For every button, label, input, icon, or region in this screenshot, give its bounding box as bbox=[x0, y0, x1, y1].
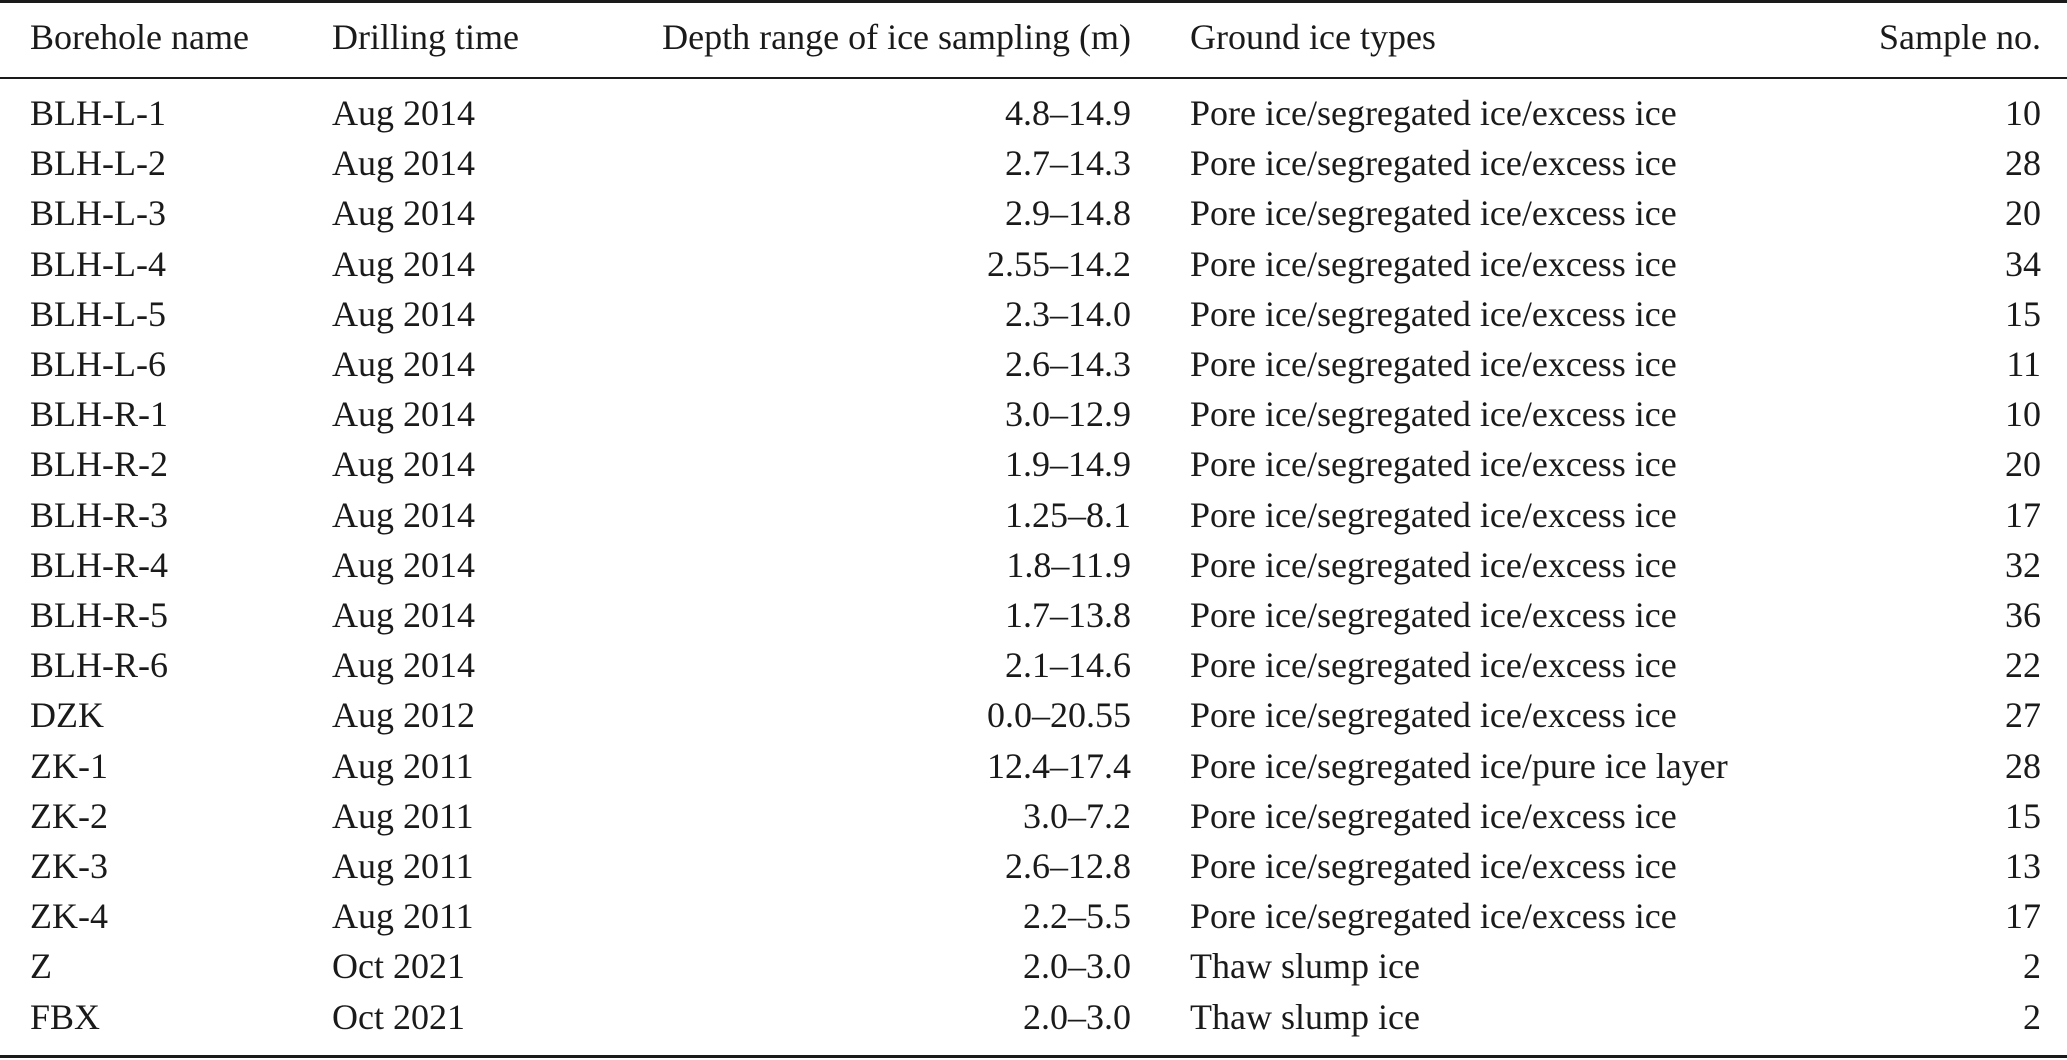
table-row bbox=[0, 690, 2067, 740]
table-row bbox=[0, 490, 2067, 540]
cell-depth-range: 2.55–14.2 bbox=[987, 243, 1131, 284]
cell-ground-ice-type: Pore ice/segregated ice/excess ice bbox=[1190, 695, 1677, 736]
cell-drilling-time: Aug 2014 bbox=[332, 293, 475, 334]
cell-ground-ice-type: Pore ice/segregated ice/excess ice bbox=[1190, 193, 1677, 234]
cell-borehole-name: BLH-L-5 bbox=[30, 293, 166, 334]
cell-sample-no: 27 bbox=[2005, 695, 2041, 736]
cell-borehole-name: BLH-R-4 bbox=[30, 544, 168, 585]
cell-borehole-name: Z bbox=[30, 946, 52, 987]
cell-depth-range: 2.0–3.0 bbox=[1023, 996, 1131, 1037]
table-row bbox=[0, 590, 2067, 640]
cell-drilling-time: Aug 2014 bbox=[332, 344, 475, 384]
header-ground-ice-types: Ground ice types bbox=[1190, 17, 1436, 57]
table-row bbox=[0, 188, 2067, 238]
cell-drilling-time: Aug 2014 bbox=[332, 243, 475, 284]
table-row bbox=[0, 741, 2067, 791]
cell-borehole-name: ZK-1 bbox=[30, 745, 108, 786]
cell-drilling-time: Aug 2014 bbox=[332, 444, 475, 485]
cell-drilling-time: Aug 2012 bbox=[332, 695, 475, 736]
cell-depth-range: 1.8–11.9 bbox=[1006, 544, 1131, 585]
cell-ground-ice-type: Pore ice/segregated ice/pure ice layer bbox=[1190, 745, 1728, 786]
table-row bbox=[0, 791, 2067, 841]
cell-borehole-name: DZK bbox=[30, 695, 104, 736]
cell-drilling-time: Aug 2014 bbox=[332, 494, 475, 535]
cell-depth-range: 0.0–20.55 bbox=[987, 695, 1131, 736]
table-row bbox=[0, 992, 2067, 1042]
cell-ground-ice-type: Pore ice/segregated ice/excess ice bbox=[1190, 143, 1677, 184]
cell-ground-ice-type: Thaw slump ice bbox=[1190, 996, 1420, 1037]
cell-sample-no: 13 bbox=[2005, 846, 2041, 886]
cell-borehole-name: ZK-3 bbox=[30, 846, 108, 886]
table-row bbox=[0, 88, 2067, 138]
table-header-rule bbox=[0, 77, 2067, 79]
cell-depth-range: 2.6–14.3 bbox=[1005, 344, 1131, 384]
cell-sample-no: 2 bbox=[2023, 996, 2041, 1037]
cell-borehole-name: BLH-R-3 bbox=[30, 494, 168, 535]
cell-sample-no: 17 bbox=[2005, 896, 2041, 937]
cell-drilling-time: Aug 2014 bbox=[332, 544, 475, 585]
table-row bbox=[0, 540, 2067, 590]
cell-sample-no: 17 bbox=[2005, 494, 2041, 535]
cell-depth-range: 2.6–12.8 bbox=[1005, 846, 1131, 886]
cell-depth-range: 2.3–14.0 bbox=[1005, 293, 1131, 334]
cell-borehole-name: BLH-R-2 bbox=[30, 444, 168, 485]
cell-drilling-time: Aug 2014 bbox=[332, 394, 475, 435]
cell-sample-no: 15 bbox=[2005, 293, 2041, 334]
cell-drilling-time: Aug 2014 bbox=[332, 93, 475, 133]
cell-depth-range: 2.7–14.3 bbox=[1005, 143, 1131, 184]
cell-ground-ice-type: Pore ice/segregated ice/excess ice bbox=[1190, 896, 1677, 937]
cell-borehole-name: ZK-4 bbox=[30, 896, 108, 937]
cell-drilling-time: Aug 2014 bbox=[332, 193, 475, 234]
cell-ground-ice-type: Pore ice/segregated ice/excess ice bbox=[1190, 293, 1677, 334]
cell-sample-no: 32 bbox=[2005, 544, 2041, 585]
cell-sample-no: 10 bbox=[2005, 93, 2041, 133]
cell-ground-ice-type: Pore ice/segregated ice/excess ice bbox=[1190, 846, 1677, 886]
table-row bbox=[0, 640, 2067, 690]
table-row bbox=[0, 339, 2067, 389]
cell-sample-no: 20 bbox=[2005, 193, 2041, 234]
cell-ground-ice-type: Pore ice/segregated ice/excess ice bbox=[1190, 494, 1677, 535]
cell-drilling-time: Oct 2021 bbox=[332, 996, 465, 1037]
header-borehole-name: Borehole name bbox=[30, 17, 249, 57]
cell-depth-range: 1.7–13.8 bbox=[1005, 595, 1131, 635]
cell-ground-ice-type: Pore ice/segregated ice/excess ice bbox=[1190, 595, 1677, 635]
cell-drilling-time: Oct 2021 bbox=[332, 946, 465, 987]
cell-depth-range: 1.9–14.9 bbox=[1005, 444, 1131, 485]
cell-sample-no: 20 bbox=[2005, 444, 2041, 485]
cell-sample-no: 34 bbox=[2005, 243, 2041, 284]
cell-depth-range: 2.2–5.5 bbox=[1023, 896, 1131, 937]
cell-drilling-time: Aug 2014 bbox=[332, 595, 475, 635]
cell-drilling-time: Aug 2014 bbox=[332, 143, 475, 184]
cell-sample-no: 28 bbox=[2005, 143, 2041, 184]
cell-borehole-name: BLH-R-5 bbox=[30, 595, 168, 635]
cell-depth-range: 2.0–3.0 bbox=[1023, 946, 1131, 987]
cell-depth-range: 2.1–14.6 bbox=[1005, 645, 1131, 686]
cell-ground-ice-type: Pore ice/segregated ice/excess ice bbox=[1190, 243, 1677, 284]
cell-borehole-name: ZK-2 bbox=[30, 795, 108, 836]
cell-ground-ice-type: Pore ice/segregated ice/excess ice bbox=[1190, 645, 1677, 686]
cell-ground-ice-type: Thaw slump ice bbox=[1190, 946, 1420, 987]
cell-sample-no: 10 bbox=[2005, 394, 2041, 435]
table-row bbox=[0, 389, 2067, 439]
cell-drilling-time: Aug 2014 bbox=[332, 645, 475, 686]
cell-depth-range: 1.25–8.1 bbox=[1005, 494, 1131, 535]
cell-sample-no: 15 bbox=[2005, 795, 2041, 836]
table-row bbox=[0, 841, 2067, 891]
cell-drilling-time: Aug 2011 bbox=[332, 795, 474, 836]
cell-sample-no: 2 bbox=[2023, 946, 2041, 987]
header-depth-range: Depth range of ice sampling (m) bbox=[662, 17, 1131, 57]
cell-sample-no: 11 bbox=[2006, 344, 2041, 384]
cell-sample-no: 36 bbox=[2005, 595, 2041, 635]
table-row bbox=[0, 289, 2067, 339]
cell-depth-range: 12.4–17.4 bbox=[987, 745, 1131, 786]
cell-ground-ice-type: Pore ice/segregated ice/excess ice bbox=[1190, 344, 1677, 384]
cell-drilling-time: Aug 2011 bbox=[332, 846, 474, 886]
cell-drilling-time: Aug 2011 bbox=[332, 896, 474, 937]
cell-borehole-name: BLH-L-1 bbox=[30, 93, 166, 133]
header-drilling-time: Drilling time bbox=[332, 17, 519, 57]
table-top-rule bbox=[0, 0, 2067, 3]
cell-drilling-time: Aug 2011 bbox=[332, 745, 474, 786]
cell-sample-no: 22 bbox=[2005, 645, 2041, 686]
cell-ground-ice-type: Pore ice/segregated ice/excess ice bbox=[1190, 544, 1677, 585]
table-row bbox=[0, 941, 2067, 991]
table-row bbox=[0, 439, 2067, 489]
table-row bbox=[0, 138, 2067, 188]
cell-ground-ice-type: Pore ice/segregated ice/excess ice bbox=[1190, 394, 1677, 435]
table-header-row bbox=[0, 12, 2067, 62]
table-bottom-rule bbox=[0, 1055, 2067, 1058]
cell-borehole-name: BLH-L-2 bbox=[30, 143, 166, 184]
cell-ground-ice-type: Pore ice/segregated ice/excess ice bbox=[1190, 444, 1677, 485]
cell-borehole-name: BLH-L-4 bbox=[30, 243, 166, 284]
cell-borehole-name: BLH-R-6 bbox=[30, 645, 168, 686]
cell-ground-ice-type: Pore ice/segregated ice/excess ice bbox=[1190, 93, 1677, 133]
cell-borehole-name: FBX bbox=[30, 996, 101, 1037]
cell-depth-range: 4.8–14.9 bbox=[1005, 93, 1131, 133]
cell-depth-range: 3.0–7.2 bbox=[1023, 795, 1131, 836]
table-row bbox=[0, 239, 2067, 289]
cell-borehole-name: BLH-L-6 bbox=[30, 344, 166, 384]
cell-sample-no: 28 bbox=[2005, 745, 2041, 786]
cell-borehole-name: BLH-R-1 bbox=[30, 394, 168, 435]
cell-ground-ice-type: Pore ice/segregated ice/excess ice bbox=[1190, 795, 1677, 836]
header-sample-no: Sample no. bbox=[1879, 17, 2041, 57]
cell-depth-range: 3.0–12.9 bbox=[1005, 394, 1131, 435]
cell-borehole-name: BLH-L-3 bbox=[30, 193, 166, 234]
cell-depth-range: 2.9–14.8 bbox=[1005, 193, 1131, 234]
table-row bbox=[0, 891, 2067, 941]
